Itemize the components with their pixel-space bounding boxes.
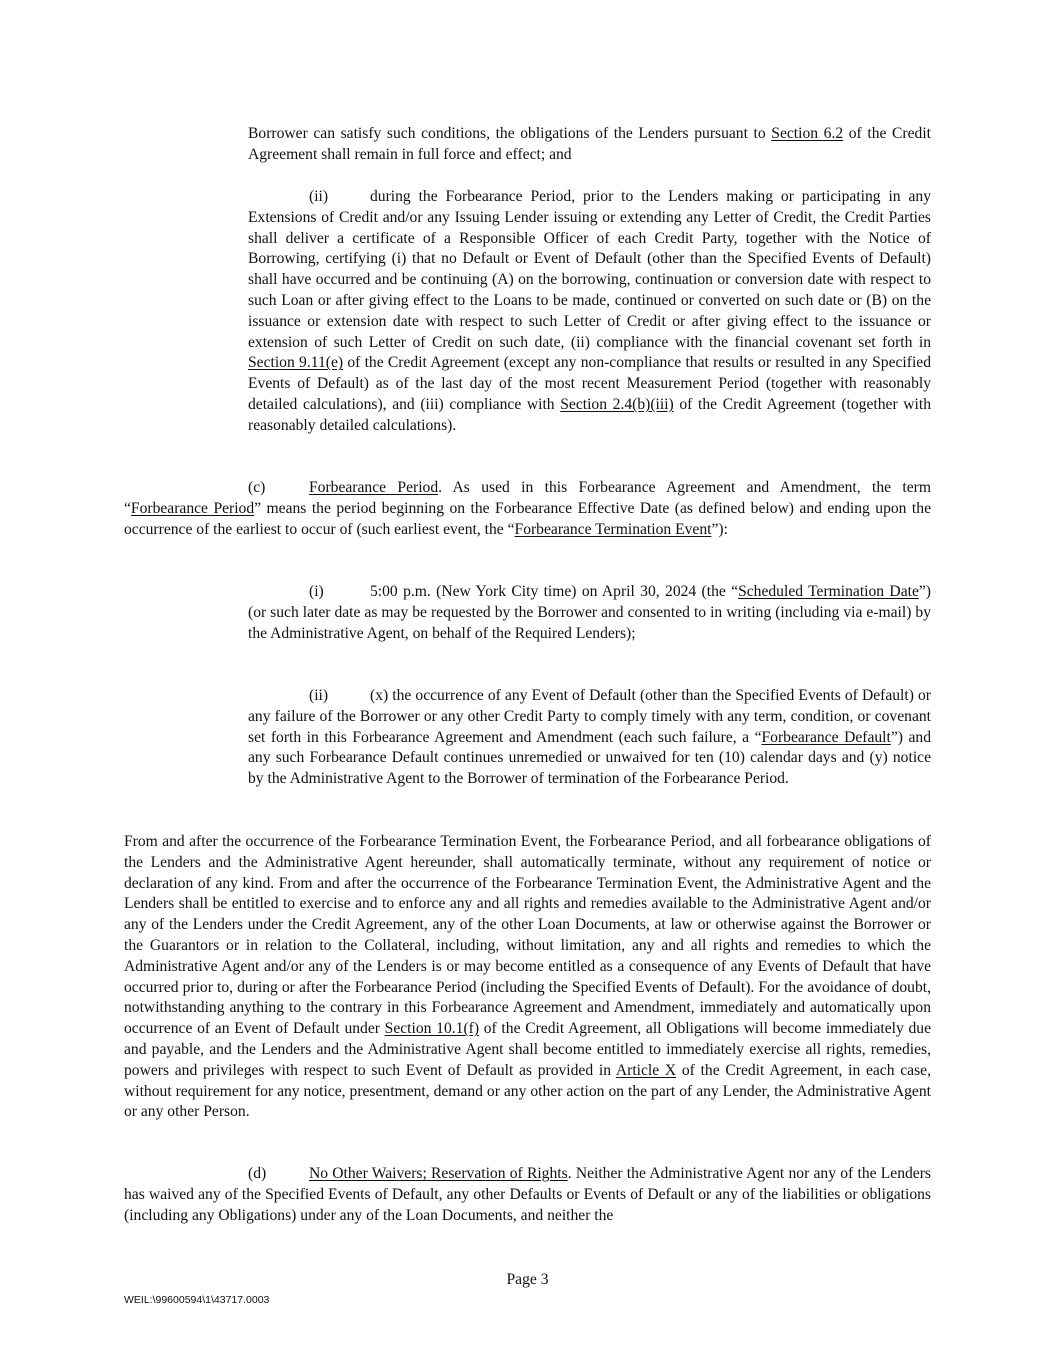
paragraph-d-no-other-waivers: (d) No Other Waivers; Reservation of Rights. Neither the Administrative Agent nor any of the Lenders has waived any of the Specified Events of Default, any other Defaults or Events of Default or any of the liabilities or obligations (including any Obligations) under any of the Loan Documents, and neither the bbox=[124, 1165, 931, 1224]
clause-label: (i) bbox=[309, 583, 324, 600]
paragraph-ii-forbearance-default: (ii) (x) the occurrence of any Event of Default (other than the Specified Events of Default) or any failure of the Borrower or any other Credit Party to comply timely with any term, condition, or covenant set forth in this Forbearance Agreement and Amendment (each such failure, a “Forbearance Default”) and any such Forbearance Default continues unremedied or unwaived for ten (10) calendar days and (y) notice by the Administrative Agent to the Borrower of termination of the Forbearance Period. bbox=[248, 687, 931, 788]
page-number: Page 3 bbox=[506, 1271, 549, 1288]
clause-label: (c) bbox=[248, 479, 266, 496]
clause-label: (ii) bbox=[309, 687, 329, 704]
defined-term-forbearance-default: Forbearance Default bbox=[761, 728, 891, 746]
section-10-1-f-reference: Section 10.1(f) bbox=[384, 1020, 480, 1038]
paragraph-termination-effects: From and after the occurrence of the Forbearance Termination Event, the Forbearance Period, and all forbearance obligations of the Lenders and the Administrative Agent hereunder, shall automatically terminate, without any requirement of notice or declaration of any kind. From and after the occurrence of the Forbearance Termination Event, the Administrative Agent and the Lenders shall be entitled to exercise and to enforce any and all rights and remedies available to the Administrative Agent and/or any of the Lenders under the Credit Agreement, any of the other Loan Documents, at law or otherwise against the Borrower or the Guarantors or in relation to the Collateral, including, without limitation, any and all rights and remedies to which the Administrative Agent and/or any of the Lenders is or may become entitled as a consequence of any Events of Default that have occurred prior to, during or after the Forbearance Period (including the Specified Events of Default). For the avoidance of doubt, notwithstanding anything to the contrary in this Forbearance Agreement and Amendment, immediately and automatically upon occurrence of an Event of Default under Section 10.1(f) of the Credit Agreement, all Obligations will become immediately due and payable, and the Lenders and the Administrative Agent shall become entitled to immediately exercise all rights, remedies, powers and privileges with respect to such Event of Default as provided in Article X of the Credit Agreement, in each case, without requirement for any notice, presentment, demand or any other action on the part of any Lender, the Administrative Agent or any other Person. bbox=[124, 833, 931, 1121]
section-heading: Forbearance Period bbox=[309, 479, 439, 496]
section-2-4-b-iii-reference: Section 2.4(b)(iii) bbox=[560, 395, 674, 413]
section-9-11-e-reference: Section 9.11(e) bbox=[248, 354, 344, 372]
clause-label: (d) bbox=[248, 1165, 267, 1182]
document-id: WEIL:\99600594\1\43717.0003 bbox=[124, 1294, 270, 1306]
paragraph-i-scheduled-termination: (i) 5:00 p.m. (New York City time) on April 30, 2024 (the “Scheduled Termination Date”) (or such later date as may be requested by the Borrower and consented to in writing (including via e-mail) by the Administrative Agent, on behalf of the Required Lenders); bbox=[248, 583, 931, 642]
article-x-reference: Article X bbox=[615, 1061, 677, 1079]
defined-term-scheduled-termination-date: Scheduled Termination Date bbox=[738, 583, 919, 600]
defined-term-forbearance-period: Forbearance Period bbox=[130, 499, 255, 517]
paragraph-ii-certificate: (ii) during the Forbearance Period, prior to the Lenders making or participating in any Extensions of Credit and/or any Issuing Lender issuing or extending any Letter of Credit, the Credit Parties shall deliver a certificate of a Responsible Officer of each Credit Party, together with the Notice of Borrowing, certifying (i) that no Default or Event of Default (other than the Specified Events of Default) shall have occurred and be continuing (A) on the borrowing, continuation or conversion date with respect to such Loan or after giving effect to the Loans to be made, continued or converted on such date or (B) on the issuance or extension date with respect to such Letter of Credit or after giving effect to the issuance or extension of such Letter of Credit on such date, (ii) compliance with the financial covenant set forth in Section 9.11(e) of the Credit Agreement (except any non-compliance that results or resulted in any Specified Events of Default) as of the last day of the most recent Measurement Period (together with reasonably detailed calculations), and (iii) compliance with Section 2.4(b)(iii) of the Credit Agreement (together with reasonably detailed calculations). bbox=[248, 188, 932, 434]
clause-label: (ii) bbox=[309, 188, 329, 205]
section-6-2-reference: Section 6.2 bbox=[771, 125, 844, 142]
paragraph-c-forbearance-period: (c) Forbearance Period. As used in this Forbearance Agreement and Amendment, the term “Forbearance Period” means the period beginning on the Forbearance Effective Date (as defined below) and ending upon the occurrence of the earliest to occur of (such earliest event, the “Forbearance Termination Event”): bbox=[124, 479, 931, 538]
paragraph-condition-continuation: Borrower can satisfy such conditions, the obligations of the Lenders pursuant to Section 6.2 of the Credit Agreement shall remain in full force and effect; and bbox=[248, 125, 931, 163]
section-heading: No Other Waivers; Reservation of Rights bbox=[309, 1165, 568, 1182]
defined-term-forbearance-termination-event: Forbearance Termination Event bbox=[514, 520, 712, 538]
